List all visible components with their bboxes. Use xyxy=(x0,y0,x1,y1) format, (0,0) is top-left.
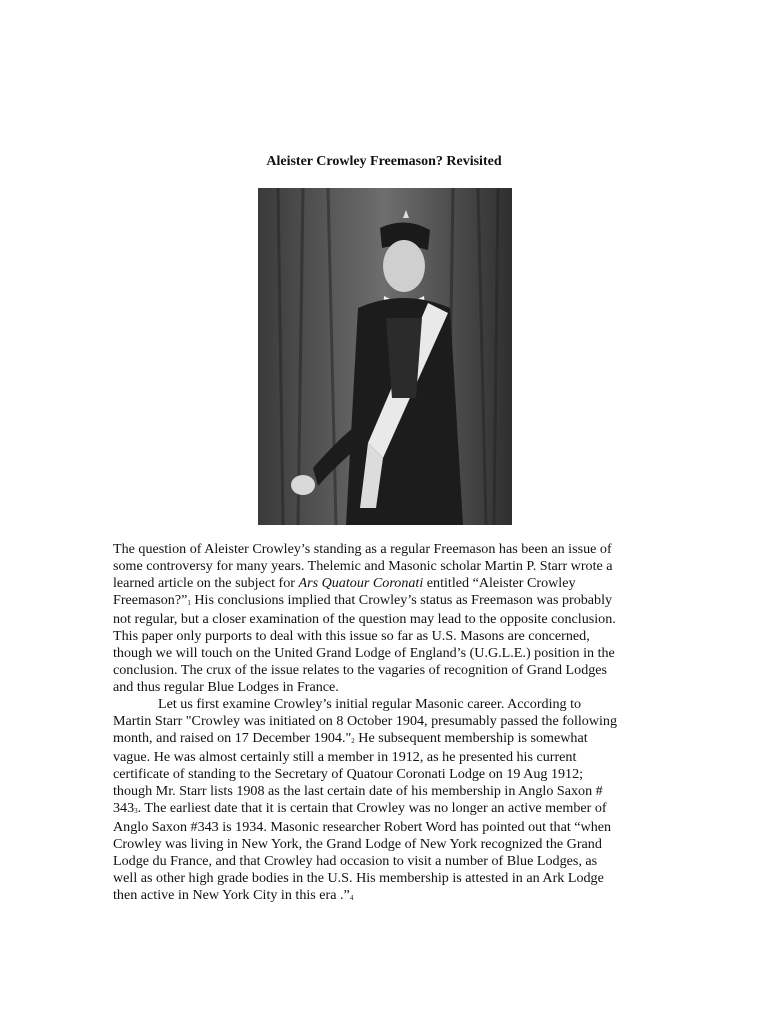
paragraph-1-line: The question of Aleister Crowley’s standing as a regular Freemason has been an issue of xyxy=(113,541,612,557)
paragraph-2-line: Let us first examine Crowley’s initial regular Masonic career. According to xyxy=(158,696,582,712)
text-fragment: then active in New York City in this era .” xyxy=(113,887,350,903)
journal-title: Ars Quatour Coronati xyxy=(298,575,424,591)
footnote-marker[interactable]: 3 xyxy=(134,807,138,815)
paragraph-1-line xyxy=(113,592,658,611)
paragraph-2-line: Anglo Saxon #343 is 1934. Masonic researcher Robert Word has pointed out that “when xyxy=(113,819,612,835)
text-fragment: His conclusions implied that Crowley’s status as Freemason was probably xyxy=(190,592,613,608)
paragraph-2-line: Martin Starr "Crowley was initiated on 8 October 1904, presumably passed the following xyxy=(113,713,618,729)
footnote-marker[interactable]: 4 xyxy=(349,894,354,902)
paragraph-1-line: some controversy for many years. Thelemic and Masonic scholar Martin P. Starr wrote a xyxy=(113,558,613,574)
text-fragment: month, and raised on 17 December 1904." xyxy=(113,730,352,746)
paragraph-2-line: Lodge du France, and that Crowley had occasion to visit a number of Blue Lodges, as xyxy=(113,853,598,869)
paragraph-2-line xyxy=(113,800,658,819)
paragraph-2 xyxy=(113,696,658,906)
paragraph-1-line xyxy=(113,575,658,592)
paragraph-1-line: and thus regular Blue Lodges in France. xyxy=(113,679,339,695)
paragraph-1-line: though we will touch on the United Grand Lodge of England’s (U.G.L.E.) position in the xyxy=(113,645,615,661)
paragraph-1-line: not regular, but a closer examination of the question may lead to the opposite conclusion. xyxy=(113,611,616,627)
paragraph-1-line: This paper only purports to deal with this issue so far as U.S. Masons are concerned, xyxy=(113,628,590,644)
text-fragment: learned article on the subject for xyxy=(113,575,299,591)
footnote-marker[interactable]: 2 xyxy=(351,737,355,745)
article-body xyxy=(113,541,658,906)
footnote-marker[interactable]: 1 xyxy=(187,599,191,607)
paragraph-2-line: vague. He was almost certainly still a member in 1912, as he presented his current xyxy=(113,749,577,765)
text-fragment: . The earliest date that it is certain that Crowley was no longer an active member of xyxy=(137,800,607,816)
paragraph-2-line: Crowley was living in New York, the Grand Lodge of New York recognized the Grand xyxy=(113,836,602,852)
text-fragment: entitled “Aleister Crowley xyxy=(423,575,576,591)
document-title: Aleister Crowley Freemason? Revisited xyxy=(266,154,502,169)
paragraph-1-line: conclusion. The crux of the issue relates to the vagaries of recognition of Grand Lodges xyxy=(113,662,608,678)
text-fragment: He subsequent membership is somewhat xyxy=(354,730,588,746)
paragraph-1 xyxy=(113,541,658,696)
paragraph-2-line xyxy=(113,730,658,749)
text-fragment: Freemason?” xyxy=(113,592,188,608)
paragraph-2-line: well as other high grade bodies in the U.S. His membership is attested in an Ark Lodge xyxy=(113,870,604,886)
paragraph-2-line: though Mr. Starr lists 1908 as the last certain date of his membership in Anglo Saxon # xyxy=(113,783,603,799)
text-fragment: 343 xyxy=(113,800,135,816)
paragraph-2-line: certificate of standing to the Secretary of Quatour Coronati Lodge on 19 Aug 1912; xyxy=(113,766,584,782)
paragraph-2-line xyxy=(113,887,658,906)
portrait-photo xyxy=(258,188,512,525)
